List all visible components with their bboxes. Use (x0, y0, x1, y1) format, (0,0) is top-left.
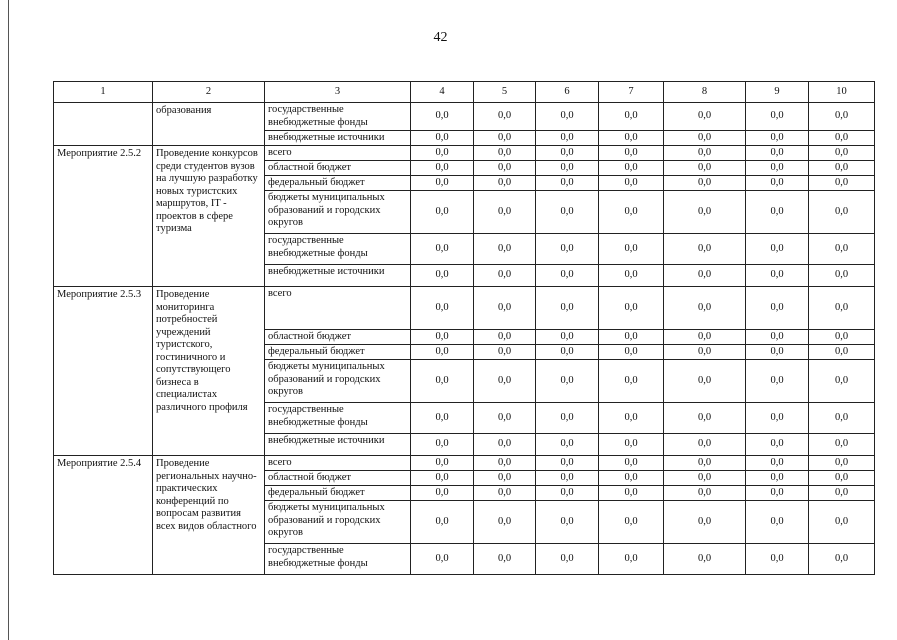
funding-source-cell: бюджеты муниципальных образований и городских округов (265, 191, 411, 234)
value-cell: 0,0 (664, 471, 746, 486)
value-cell: 0,0 (536, 287, 599, 330)
value-cell: 0,0 (411, 501, 474, 544)
value-cell: 0,0 (664, 501, 746, 544)
value-cell: 0,0 (536, 131, 599, 146)
value-cell: 0,0 (474, 345, 536, 360)
value-cell: 0,0 (599, 434, 664, 456)
funding-source-cell: бюджеты муниципальных образований и городских округов (265, 360, 411, 403)
value-cell: 0,0 (809, 501, 875, 544)
funding-source-cell: внебюджетные источники (265, 434, 411, 456)
header-cell: 10 (809, 82, 875, 103)
value-cell: 0,0 (664, 103, 746, 131)
value-cell: 0,0 (746, 501, 809, 544)
value-cell: 0,0 (664, 434, 746, 456)
table-row (54, 456, 875, 471)
value-cell: 0,0 (809, 234, 875, 265)
value-cell: 0,0 (746, 234, 809, 265)
value-cell: 0,0 (474, 486, 536, 501)
value-cell: 0,0 (536, 176, 599, 191)
value-cell: 0,0 (474, 176, 536, 191)
value-cell: 0,0 (664, 403, 746, 434)
value-cell: 0,0 (664, 191, 746, 234)
value-cell: 0,0 (809, 486, 875, 501)
value-cell: 0,0 (746, 403, 809, 434)
value-cell: 0,0 (536, 161, 599, 176)
table-row (54, 146, 875, 161)
value-cell: 0,0 (536, 456, 599, 471)
header-cell: 1 (54, 82, 153, 103)
measure-name-cell: образования (153, 103, 265, 146)
value-cell: 0,0 (411, 330, 474, 345)
value-cell: 0,0 (536, 486, 599, 501)
value-cell: 0,0 (474, 146, 536, 161)
value-cell: 0,0 (809, 456, 875, 471)
value-cell: 0,0 (746, 471, 809, 486)
value-cell: 0,0 (746, 103, 809, 131)
value-cell: 0,0 (599, 103, 664, 131)
value-cell: 0,0 (664, 330, 746, 345)
value-cell: 0,0 (411, 131, 474, 146)
value-cell: 0,0 (536, 330, 599, 345)
value-cell: 0,0 (809, 103, 875, 131)
value-cell: 0,0 (536, 403, 599, 434)
value-cell: 0,0 (809, 345, 875, 360)
value-cell: 0,0 (599, 265, 664, 287)
value-cell: 0,0 (474, 330, 536, 345)
value-cell: 0,0 (664, 234, 746, 265)
value-cell: 0,0 (474, 287, 536, 330)
value-cell: 0,0 (536, 544, 599, 575)
value-cell: 0,0 (809, 146, 875, 161)
funding-source-cell: государственные внебюджетные фонды (265, 234, 411, 265)
value-cell: 0,0 (411, 161, 474, 176)
value-cell: 0,0 (664, 360, 746, 403)
value-cell: 0,0 (411, 287, 474, 330)
value-cell: 0,0 (411, 471, 474, 486)
value-cell: 0,0 (809, 360, 875, 403)
measure-id-cell: Мероприятие 2.5.2 (54, 146, 153, 287)
funding-source-cell: государственные внебюджетные фонды (265, 403, 411, 434)
measure-name-cell: Проведение региональных научно-практических конференций по вопросам развития всех видов областного (153, 456, 265, 575)
header-cell: 4 (411, 82, 474, 103)
value-cell: 0,0 (536, 471, 599, 486)
value-cell: 0,0 (474, 265, 536, 287)
value-cell: 0,0 (536, 265, 599, 287)
value-cell: 0,0 (664, 265, 746, 287)
table-row (54, 287, 875, 330)
value-cell: 0,0 (746, 456, 809, 471)
value-cell: 0,0 (474, 103, 536, 131)
value-cell: 0,0 (411, 176, 474, 191)
value-cell: 0,0 (809, 544, 875, 575)
value-cell: 0,0 (474, 403, 536, 434)
value-cell: 0,0 (411, 434, 474, 456)
value-cell: 0,0 (536, 434, 599, 456)
value-cell: 0,0 (664, 544, 746, 575)
value-cell: 0,0 (664, 345, 746, 360)
measure-id-cell: Мероприятие 2.5.4 (54, 456, 153, 575)
value-cell: 0,0 (599, 471, 664, 486)
value-cell: 0,0 (599, 330, 664, 345)
table-row (54, 103, 875, 131)
value-cell: 0,0 (599, 287, 664, 330)
value-cell: 0,0 (599, 234, 664, 265)
value-cell: 0,0 (411, 345, 474, 360)
funding-source-cell: всего (265, 146, 411, 161)
value-cell: 0,0 (809, 330, 875, 345)
header-cell: 8 (664, 82, 746, 103)
value-cell: 0,0 (664, 161, 746, 176)
value-cell: 0,0 (411, 456, 474, 471)
value-cell: 0,0 (536, 360, 599, 403)
value-cell: 0,0 (746, 330, 809, 345)
value-cell: 0,0 (474, 191, 536, 234)
funding-source-cell: федеральный бюджет (265, 486, 411, 501)
value-cell: 0,0 (809, 471, 875, 486)
value-cell: 0,0 (599, 146, 664, 161)
value-cell: 0,0 (411, 234, 474, 265)
value-cell: 0,0 (746, 360, 809, 403)
funding-source-cell: всего (265, 287, 411, 330)
value-cell: 0,0 (746, 345, 809, 360)
value-cell: 0,0 (664, 456, 746, 471)
value-cell: 0,0 (664, 486, 746, 501)
measure-id-cell (54, 103, 153, 146)
value-cell: 0,0 (746, 131, 809, 146)
value-cell: 0,0 (536, 234, 599, 265)
header-cell: 5 (474, 82, 536, 103)
value-cell: 0,0 (411, 360, 474, 403)
value-cell: 0,0 (746, 176, 809, 191)
value-cell: 0,0 (474, 234, 536, 265)
measure-name-cell: Проведение конкурсов среди студентов вузов на лучшую разработку новых туристских маршрутов, IT - проектов в сфере туризма (153, 146, 265, 287)
value-cell: 0,0 (809, 265, 875, 287)
funding-source-cell: всего (265, 456, 411, 471)
value-cell: 0,0 (411, 486, 474, 501)
value-cell: 0,0 (809, 131, 875, 146)
header-cell: 7 (599, 82, 664, 103)
value-cell: 0,0 (664, 176, 746, 191)
value-cell: 0,0 (809, 161, 875, 176)
table-header-row (54, 82, 875, 103)
value-cell: 0,0 (809, 403, 875, 434)
funding-source-cell: федеральный бюджет (265, 345, 411, 360)
left-margin-line (8, 0, 9, 640)
header-cell: 6 (536, 82, 599, 103)
value-cell: 0,0 (599, 131, 664, 146)
value-cell: 0,0 (746, 161, 809, 176)
value-cell: 0,0 (474, 360, 536, 403)
value-cell: 0,0 (474, 501, 536, 544)
header-cell: 3 (265, 82, 411, 103)
value-cell: 0,0 (809, 287, 875, 330)
funding-source-cell: областной бюджет (265, 471, 411, 486)
value-cell: 0,0 (411, 265, 474, 287)
value-cell: 0,0 (474, 131, 536, 146)
value-cell: 0,0 (746, 265, 809, 287)
value-cell: 0,0 (599, 345, 664, 360)
header-cell: 2 (153, 82, 265, 103)
value-cell: 0,0 (411, 544, 474, 575)
value-cell: 0,0 (411, 103, 474, 131)
funding-source-cell: бюджеты муниципальных образований и городских округов (265, 501, 411, 544)
budget-table (53, 81, 875, 575)
value-cell: 0,0 (474, 456, 536, 471)
measure-name-cell: Проведение мониторинга потребностей учреждений туристского, гостиничного и сопутствующего бизнеса в специалистах различного профиля (153, 287, 265, 456)
value-cell: 0,0 (746, 287, 809, 330)
funding-source-cell: федеральный бюджет (265, 176, 411, 191)
value-cell: 0,0 (746, 146, 809, 161)
value-cell: 0,0 (474, 544, 536, 575)
value-cell: 0,0 (536, 501, 599, 544)
header-cell: 9 (746, 82, 809, 103)
value-cell: 0,0 (664, 287, 746, 330)
value-cell: 0,0 (599, 161, 664, 176)
measure-id-cell: Мероприятие 2.5.3 (54, 287, 153, 456)
value-cell: 0,0 (411, 403, 474, 434)
funding-source-cell: внебюджетные источники (265, 265, 411, 287)
page-number: 42 (433, 30, 448, 45)
value-cell: 0,0 (746, 486, 809, 501)
value-cell: 0,0 (474, 161, 536, 176)
value-cell: 0,0 (599, 360, 664, 403)
value-cell: 0,0 (599, 456, 664, 471)
value-cell: 0,0 (599, 176, 664, 191)
value-cell: 0,0 (664, 131, 746, 146)
value-cell: 0,0 (746, 544, 809, 575)
value-cell: 0,0 (809, 176, 875, 191)
funding-source-cell: областной бюджет (265, 330, 411, 345)
value-cell: 0,0 (664, 146, 746, 161)
value-cell: 0,0 (536, 345, 599, 360)
value-cell: 0,0 (599, 486, 664, 501)
value-cell: 0,0 (599, 403, 664, 434)
value-cell: 0,0 (474, 434, 536, 456)
value-cell: 0,0 (599, 544, 664, 575)
value-cell: 0,0 (746, 191, 809, 234)
value-cell: 0,0 (809, 191, 875, 234)
value-cell: 0,0 (599, 191, 664, 234)
value-cell: 0,0 (746, 434, 809, 456)
value-cell: 0,0 (411, 146, 474, 161)
value-cell: 0,0 (536, 103, 599, 131)
value-cell: 0,0 (536, 146, 599, 161)
value-cell: 0,0 (536, 191, 599, 234)
value-cell: 0,0 (809, 434, 875, 456)
funding-source-cell: внебюджетные источники (265, 131, 411, 146)
value-cell: 0,0 (411, 191, 474, 234)
funding-source-cell: государственные внебюджетные фонды (265, 544, 411, 575)
funding-source-cell: областной бюджет (265, 161, 411, 176)
value-cell: 0,0 (599, 501, 664, 544)
value-cell: 0,0 (474, 471, 536, 486)
funding-source-cell: государственные внебюджетные фонды (265, 103, 411, 131)
